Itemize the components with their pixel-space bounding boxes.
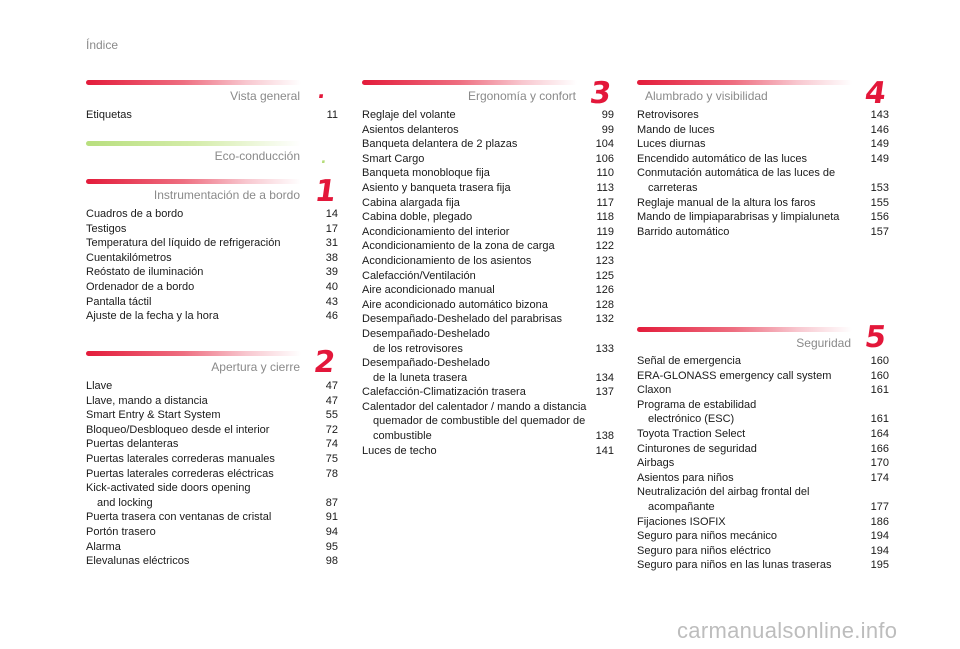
toc-entry-label xyxy=(362,196,588,211)
toc-entry-label-line: Acondicionamiento de la zona de carga xyxy=(362,240,555,253)
toc-entry-label-line: de los retrovisores xyxy=(373,342,463,355)
toc-entry-label-line: Testigos xyxy=(86,222,127,235)
toc-entry-label-line: Ajuste de la fecha y la hora xyxy=(86,310,219,323)
toc-entry-label xyxy=(86,309,312,324)
toc-entry-page: 194 xyxy=(870,544,889,557)
toc-entry-label-line: Cabina doble, plegado xyxy=(362,211,473,224)
toc-entry-page: 161 xyxy=(870,413,889,426)
toc-entry-label xyxy=(86,423,312,438)
section-number: 2 xyxy=(311,345,338,380)
toc-entry-label-line: Neutralización del airbag frontal del xyxy=(637,486,810,499)
toc-entry-page: 149 xyxy=(870,138,889,151)
toc-entry[interactable] xyxy=(637,123,889,138)
toc-entry[interactable] xyxy=(86,554,338,569)
toc-entry-page: 132 xyxy=(595,313,614,326)
toc-entry-label xyxy=(362,444,588,459)
toc-entry[interactable] xyxy=(362,108,614,123)
toc-entry-label-line: Señal de emergencia xyxy=(637,355,741,367)
section-title: Apertura y cierre xyxy=(211,360,300,374)
toc-entry-page: 166 xyxy=(870,442,889,455)
toc-entry-label xyxy=(86,108,312,123)
toc-entry-label xyxy=(362,269,588,284)
toc-entry-page: 156 xyxy=(870,211,889,224)
toc-entry[interactable] xyxy=(362,400,614,444)
toc-entry-label-line: Bloqueo/Desbloqueo desde el interior xyxy=(86,423,270,436)
toc-entry[interactable] xyxy=(86,408,338,423)
toc-entry-label xyxy=(86,265,312,280)
toc-entry[interactable] xyxy=(86,510,338,525)
toc-entry-label-line: Seguro para niños eléctrico xyxy=(637,544,771,557)
toc-entry-label xyxy=(637,123,863,138)
section-bar xyxy=(86,179,301,184)
toc-entry-label-line: Cuentakilómetros xyxy=(86,251,172,264)
toc-entry-label-line: Temperatura del líquido de refrigeración xyxy=(86,237,281,250)
toc-entry[interactable] xyxy=(637,196,889,211)
section-title: Alumbrado y visibilidad xyxy=(645,89,768,103)
toc-entry-label xyxy=(637,166,863,195)
toc-entry-label xyxy=(86,481,312,510)
toc-entry[interactable] xyxy=(362,356,614,385)
toc-entry-label-line: Calentador del calentador / mando a distancia xyxy=(362,400,587,413)
toc-entry-label-line: Conmutación automática de las luces de xyxy=(637,167,836,180)
section-apertura-cierre xyxy=(86,345,338,573)
toc-entry[interactable] xyxy=(86,222,338,237)
toc-entry-label-line: electrónico (ESC) xyxy=(648,413,735,426)
section-ergonomia-confort xyxy=(362,76,614,460)
toc-entry-label-line: Asientos para niños xyxy=(637,471,734,484)
toc-entry-label-line: Claxon xyxy=(637,384,672,397)
toc-entry-label-line: Desempañado-Deshelado xyxy=(362,327,490,340)
toc-entry-page: 149 xyxy=(870,152,889,165)
toc-entry-label xyxy=(362,312,588,327)
toc-entry-label-line: quemador de combustible del quemador de xyxy=(373,415,586,428)
page-title: Índice xyxy=(86,38,119,52)
toc-entry[interactable] xyxy=(86,280,338,295)
toc-entry-page: 11 xyxy=(326,109,338,121)
toc-entry-page: 143 xyxy=(870,109,889,121)
toc-entry-label-line: Puertas laterales correderas manuales xyxy=(86,452,275,465)
toc-entry[interactable] xyxy=(362,196,614,211)
toc-entry[interactable] xyxy=(86,379,338,394)
toc-entry-label-line: Encendido automático de las luces xyxy=(637,152,807,165)
toc-entry[interactable] xyxy=(362,181,614,196)
toc-entry-label xyxy=(86,408,312,423)
toc-entry-page: 95 xyxy=(325,540,338,553)
toc-entry-label xyxy=(362,254,588,269)
toc-entry-page: 119 xyxy=(596,225,614,238)
toc-entry[interactable] xyxy=(637,544,889,559)
toc-entry-page: 170 xyxy=(870,457,889,470)
toc-entry-label xyxy=(637,196,863,211)
toc-entry-label xyxy=(637,137,863,152)
toc-entry-label xyxy=(637,383,863,398)
toc-entry-label xyxy=(86,207,312,222)
toc-entry-label-line: Alarma xyxy=(86,540,121,553)
toc-entry[interactable] xyxy=(637,225,889,240)
toc-entry-label-line: and locking xyxy=(97,496,153,509)
toc-entry-label-line: carreteras xyxy=(648,181,698,194)
toc-entry[interactable] xyxy=(362,385,614,400)
toc-entry[interactable] xyxy=(86,295,338,310)
toc-entry-label-line: Smart Entry & Start System xyxy=(86,409,221,422)
toc-entry-label-line: Reóstato de iluminación xyxy=(86,266,204,279)
toc-entry-page: 110 xyxy=(596,167,614,180)
toc-entry-page: 161 xyxy=(870,384,889,397)
toc-entry[interactable] xyxy=(362,137,614,152)
toc-entry[interactable] xyxy=(362,123,614,138)
section-number: 4 xyxy=(862,76,889,111)
toc-entry-label xyxy=(86,295,312,310)
section-seguridad xyxy=(637,320,889,577)
section-title: Eco-conducción xyxy=(214,149,300,163)
toc-entry-label xyxy=(637,225,863,240)
toc-entry-label-line: Puertas delanteras xyxy=(86,438,179,451)
toc-entry-page: 104 xyxy=(595,138,614,151)
toc-entry[interactable] xyxy=(637,354,889,369)
toc-entry-label xyxy=(86,554,312,569)
toc-entry-label xyxy=(362,166,588,181)
toc-entry-label-line: Barrido automático xyxy=(637,225,730,238)
toc-entry-label-line: Portón trasero xyxy=(86,525,156,538)
section-bar xyxy=(86,141,301,146)
toc-entry-page: 75 xyxy=(325,452,338,465)
toc-entry-page: 99 xyxy=(601,109,614,121)
section-instrumentacion xyxy=(86,174,339,329)
toc-entry-label xyxy=(637,108,863,123)
toc-entry-page: 195 xyxy=(870,559,889,572)
section-title: Seguridad xyxy=(796,336,851,350)
toc-entry-label-line: Aire acondicionado automático bizona xyxy=(362,298,548,311)
toc-entry-label xyxy=(362,108,588,123)
toc-entry-label-line: combustible xyxy=(373,430,432,443)
toc-entry[interactable] xyxy=(637,456,889,471)
toc-entry-label xyxy=(637,427,863,442)
toc-entry-page: 118 xyxy=(596,211,614,224)
toc-entry-label-line: Retrovisores xyxy=(637,109,699,121)
section-number: 3 xyxy=(587,76,614,111)
toc-entry-label-line: Smart Cargo xyxy=(362,152,425,165)
section-number: 5 xyxy=(862,320,889,355)
toc-entry-label xyxy=(86,525,312,540)
toc-entry[interactable] xyxy=(362,152,614,167)
toc-entry-label xyxy=(362,137,588,152)
toc-entry-page: 157 xyxy=(870,225,889,238)
toc-entry[interactable] xyxy=(362,254,614,269)
toc-entry-label xyxy=(86,251,312,266)
toc-entry-label xyxy=(637,398,863,427)
toc-entry[interactable] xyxy=(86,236,338,251)
toc-entry-page: 160 xyxy=(870,355,889,367)
toc-entry-page: 91 xyxy=(325,511,338,524)
toc-entry-page: 194 xyxy=(870,530,889,543)
toc-entry-label xyxy=(86,540,312,555)
toc-entry-label-line: Calefacción-Climatización trasera xyxy=(362,386,526,399)
toc-entry-page: 123 xyxy=(595,254,614,267)
watermark: carmanualsonline.info xyxy=(677,618,898,643)
toc-entry-label xyxy=(86,394,312,409)
toc-entry-label xyxy=(637,210,863,225)
toc-entry-page: 106 xyxy=(595,152,614,165)
section-number: 1 xyxy=(312,174,339,209)
section-alumbrado-visibilidad xyxy=(637,76,889,240)
toc-entry-page: 155 xyxy=(870,196,889,209)
toc-entry-page: 174 xyxy=(870,471,889,484)
toc-entry-label-line: acompañante xyxy=(648,500,715,513)
toc-entry-page: 117 xyxy=(596,196,614,209)
toc-entry-page: 47 xyxy=(325,380,338,392)
section-bar xyxy=(362,80,577,85)
toc-entry-label xyxy=(362,210,588,225)
toc-entry-label xyxy=(637,442,863,457)
toc-entry-label-line: Airbags xyxy=(637,457,675,470)
toc-entry-page: 99 xyxy=(601,123,614,136)
toc-entry-label-line: Asiento y banqueta trasera fija xyxy=(362,181,511,194)
toc-entry-page: 40 xyxy=(325,280,338,293)
toc-entry[interactable] xyxy=(637,427,889,442)
toc-entry-page: 141 xyxy=(595,444,614,457)
section-number: . xyxy=(316,79,328,103)
toc-entry-page: 133 xyxy=(595,342,614,355)
toc-entry[interactable] xyxy=(637,529,889,544)
toc-entry[interactable] xyxy=(637,166,889,195)
toc-entry-page: 164 xyxy=(870,427,889,440)
toc-entry-label-line: de la luneta trasera xyxy=(373,371,468,384)
section-bar xyxy=(637,327,852,332)
toc-entry[interactable] xyxy=(86,108,338,123)
toc-entry-page: 43 xyxy=(325,295,338,308)
toc-entry-label xyxy=(86,467,312,482)
toc-entry[interactable] xyxy=(637,383,889,398)
toc-entry-label-line: Elevalunas eléctricos xyxy=(86,555,190,568)
toc-entry-page: 126 xyxy=(595,284,614,297)
toc-entry[interactable] xyxy=(637,558,889,573)
toc-entry-page: 113 xyxy=(596,181,614,194)
toc-entry[interactable] xyxy=(86,251,338,266)
toc-entry-label xyxy=(637,471,863,486)
section-vista-general xyxy=(86,80,338,130)
toc-entry-page: 38 xyxy=(325,251,338,264)
toc-entry-label xyxy=(86,280,312,295)
toc-entry[interactable] xyxy=(637,398,889,427)
toc-entry-label xyxy=(86,222,312,237)
toc-entry-label-line: ERA-GLONASS emergency call system xyxy=(637,369,832,382)
toc-entry-label-line: Fijaciones ISOFIX xyxy=(637,515,726,528)
toc-entry-label-line: Luces de techo xyxy=(362,444,437,457)
toc-entry-label-line: Cuadros de a bordo xyxy=(86,208,184,220)
toc-entry-label-line: Toyota Traction Select xyxy=(637,427,746,440)
toc-entry-page: 125 xyxy=(595,269,614,282)
toc-entry-label-line: Kick-activated side doors opening xyxy=(86,482,251,495)
toc-entry-page: 134 xyxy=(595,371,614,384)
toc-entry-label-line: Luces diurnas xyxy=(637,138,706,151)
toc-entry-label xyxy=(86,437,312,452)
section-bar xyxy=(637,80,852,85)
toc-entry[interactable] xyxy=(86,207,338,222)
toc-entry-label xyxy=(637,485,863,514)
toc-entry[interactable] xyxy=(86,525,338,540)
toc-entry[interactable] xyxy=(86,394,338,409)
toc-entry-label xyxy=(637,515,863,530)
toc-entry-label xyxy=(362,225,588,240)
toc-entry-label xyxy=(362,181,588,196)
toc-entry-label-line: Pantalla táctil xyxy=(86,295,152,308)
toc-entry-page: 177 xyxy=(870,500,889,513)
section-items xyxy=(637,108,889,239)
toc-entry-label xyxy=(362,298,588,313)
toc-entry-page: 78 xyxy=(325,467,338,480)
toc-entry-page: 72 xyxy=(325,423,338,436)
toc-entry-label-line: Asientos delanteros xyxy=(362,123,459,136)
toc-entry-label xyxy=(637,529,863,544)
toc-entry[interactable] xyxy=(362,298,614,313)
toc-entry-page: 153 xyxy=(870,181,889,194)
toc-entry-label xyxy=(637,558,863,573)
section-items xyxy=(86,207,338,324)
toc-entry[interactable] xyxy=(86,481,338,510)
toc-entry[interactable] xyxy=(362,444,614,459)
toc-entry[interactable] xyxy=(362,166,614,181)
toc-entry-page: 87 xyxy=(325,496,338,509)
toc-entry-page: 94 xyxy=(325,525,338,538)
toc-entry[interactable] xyxy=(86,540,338,555)
toc-entry-label xyxy=(362,123,588,138)
section-title: Instrumentación de a bordo xyxy=(153,188,300,202)
toc-entry-label xyxy=(86,379,312,394)
toc-entry[interactable] xyxy=(362,312,614,327)
toc-entry[interactable] xyxy=(637,210,889,225)
toc-entry[interactable] xyxy=(86,437,338,452)
toc-entry-label xyxy=(362,283,588,298)
toc-entry-label xyxy=(637,456,863,471)
toc-entry-label-line: Seguro para niños en las lunas traseras xyxy=(637,559,832,572)
toc-entry-label xyxy=(86,236,312,251)
toc-entry-label-line: Mando de limpiaparabrisas y limpialuneta xyxy=(637,211,840,224)
toc-entry-label xyxy=(86,452,312,467)
toc-entry-page: 186 xyxy=(870,515,889,528)
toc-entry[interactable] xyxy=(86,265,338,280)
toc-entry-page: 146 xyxy=(870,123,889,136)
toc-entry[interactable] xyxy=(362,269,614,284)
toc-entry-label xyxy=(86,510,312,525)
toc-entry-label-line: Aire acondicionado manual xyxy=(362,284,495,297)
toc-entry-label-line: Desempañado-Deshelado del parabrisas xyxy=(362,313,562,326)
toc-entry-page: 138 xyxy=(595,430,614,443)
toc-entry-page: 128 xyxy=(595,298,614,311)
toc-entry-page: 39 xyxy=(325,266,338,279)
toc-entry-label-line: Banqueta monobloque fija xyxy=(362,167,490,180)
toc-entry[interactable] xyxy=(86,423,338,438)
toc-entry[interactable] xyxy=(362,210,614,225)
toc-entry-page: 122 xyxy=(595,240,614,253)
toc-entry-label-line: Desempañado-Deshelado xyxy=(362,357,490,370)
toc-entry-label-line: Calefacción/Ventilación xyxy=(362,269,476,282)
section-items xyxy=(86,108,338,123)
toc-entry-label-line: Reglaje del volante xyxy=(362,109,456,121)
toc-entry[interactable] xyxy=(86,452,338,467)
toc-entry-label-line: Llave, mando a distancia xyxy=(86,394,208,407)
toc-entry[interactable] xyxy=(637,471,889,486)
toc-entry[interactable] xyxy=(86,309,338,324)
toc-entry[interactable] xyxy=(637,515,889,530)
toc-entry-label-line: Reglaje manual de la altura los faros xyxy=(637,196,816,209)
section-items xyxy=(637,354,889,573)
toc-entry-label-line: Etiquetas xyxy=(86,109,132,121)
toc-entry-page: 74 xyxy=(325,438,338,451)
toc-entry[interactable] xyxy=(637,152,889,167)
toc-entry-label-line: Ordenador de a bordo xyxy=(86,280,195,293)
toc-entry-label xyxy=(362,356,588,385)
toc-entry-label xyxy=(637,544,863,559)
toc-entry-page: 47 xyxy=(325,394,338,407)
toc-entry-label-line: Seguro para niños mecánico xyxy=(637,530,778,543)
toc-entry-label xyxy=(362,152,588,167)
toc-entry-label xyxy=(362,400,588,444)
toc-entry[interactable] xyxy=(362,239,614,254)
toc-entry-label-line: Mando de luces xyxy=(637,123,715,136)
toc-entry-label-line: Puerta trasera con ventanas de cristal xyxy=(86,511,272,524)
toc-entry-page: 55 xyxy=(325,409,338,422)
toc-entry-page: 160 xyxy=(870,369,889,382)
section-title: Vista general xyxy=(230,89,300,103)
toc-entry-label-line: Cabina alargada fija xyxy=(362,196,460,209)
toc-entry-label xyxy=(362,239,588,254)
toc-entry[interactable] xyxy=(362,283,614,298)
section-number: . xyxy=(319,151,328,167)
toc-entry[interactable] xyxy=(637,485,889,514)
toc-entry-page: 46 xyxy=(325,310,338,323)
toc-entry-label-line: Puertas laterales correderas eléctricas xyxy=(86,467,274,480)
toc-entry[interactable] xyxy=(637,137,889,152)
toc-entry[interactable] xyxy=(86,467,338,482)
toc-entry[interactable] xyxy=(637,369,889,384)
section-items xyxy=(362,108,614,458)
section-bar xyxy=(86,80,301,85)
toc-entry-page: 14 xyxy=(325,208,338,220)
toc-entry-label-line: Programa de estabilidad xyxy=(637,398,757,411)
toc-entry-label-line: Acondicionamiento de los asientos xyxy=(362,254,532,267)
toc-entry-page: 98 xyxy=(325,555,338,568)
toc-entry-label xyxy=(637,354,863,369)
toc-entry[interactable] xyxy=(362,225,614,240)
toc-entry-label-line: Acondicionamiento del interior xyxy=(362,225,510,238)
toc-entry[interactable] xyxy=(637,442,889,457)
toc-entry-page: 17 xyxy=(325,222,338,235)
toc-entry-page: 31 xyxy=(325,237,338,250)
toc-entry-label xyxy=(637,152,863,167)
toc-entry-label-line: Banqueta delantera de 2 plazas xyxy=(362,138,518,151)
section-items xyxy=(86,379,338,569)
section-bar xyxy=(86,351,301,356)
toc-entry-label-line: Cinturones de seguridad xyxy=(637,442,757,455)
section-title: Ergonomía y confort xyxy=(467,89,576,103)
toc-entry-label xyxy=(637,369,863,384)
toc-entry-label xyxy=(362,327,588,356)
toc-entry-label-line: Llave xyxy=(86,380,113,392)
section-eco-conduccion xyxy=(86,141,338,167)
toc-entry-label xyxy=(362,385,588,400)
toc-entry[interactable] xyxy=(362,327,614,356)
toc-entry-page: 137 xyxy=(595,386,614,399)
toc-entry[interactable] xyxy=(637,108,889,123)
